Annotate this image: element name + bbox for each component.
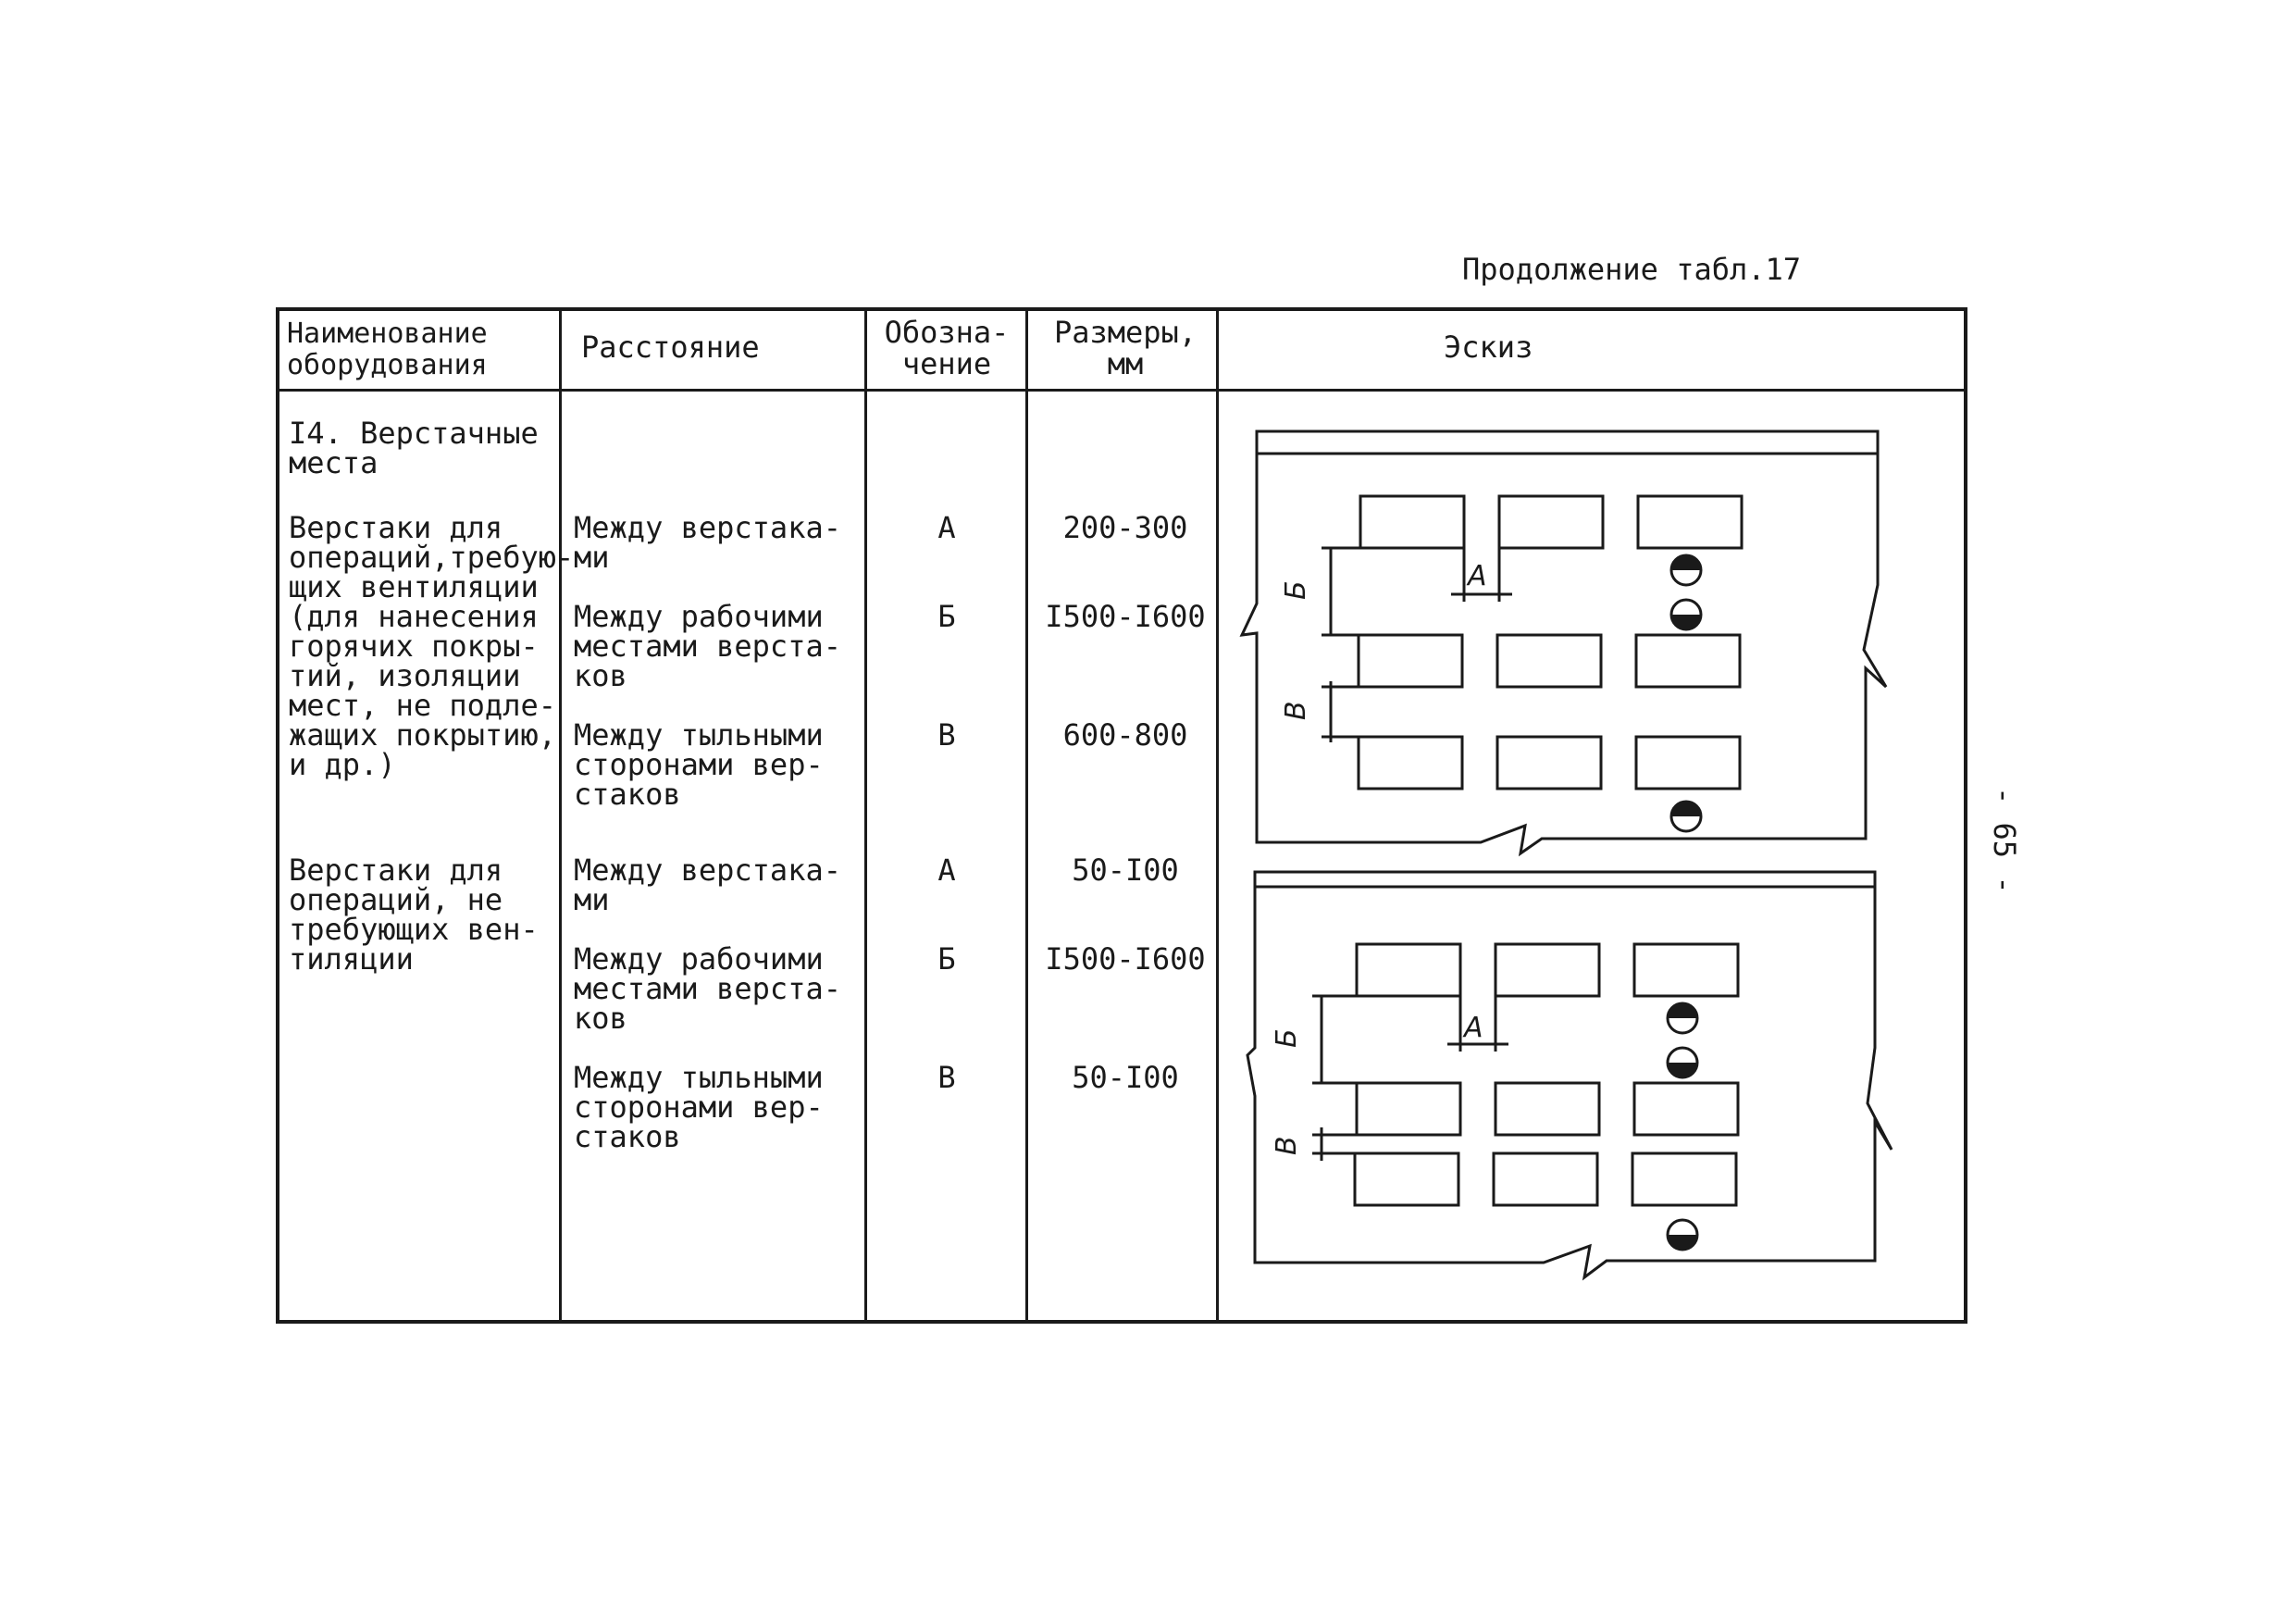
distance-cell: Между рабочими местами верста- ков	[574, 599, 841, 693]
workbench	[1634, 944, 1738, 996]
workbench	[1357, 944, 1460, 996]
group-name: Верстаки для операций, не требующих вен- тиляции	[289, 853, 539, 977]
size-cell: 600-800	[1062, 717, 1188, 753]
workbench	[1496, 1083, 1599, 1135]
room-wall-top	[1255, 872, 1875, 887]
sketch-label-b: Б	[1280, 580, 1312, 600]
distance-cell: Между верстака- ми	[574, 853, 841, 917]
data-table	[276, 307, 1967, 1324]
workbench	[1496, 944, 1599, 996]
sketch-label-b: Б	[1271, 1028, 1303, 1048]
designation-cell: В	[937, 1060, 956, 1095]
workbench	[1359, 635, 1462, 687]
workbench	[1497, 737, 1601, 789]
section-title: I4. Верстачные места	[289, 416, 539, 480]
header-sketch: Эскиз	[1444, 330, 1533, 365]
workbench	[1497, 635, 1601, 687]
designation-cell: А	[937, 510, 956, 545]
designation-cell: Б	[937, 941, 956, 977]
size-cell: 50-I00	[1072, 853, 1179, 888]
header-designation: Обозна- чение	[884, 315, 1010, 381]
distance-cell: Между тыльными сторонами вер- стаков	[574, 717, 824, 812]
header-dimensions: Размеры, мм	[1053, 315, 1198, 381]
sketch-label-a: А	[1464, 1012, 1483, 1044]
designation-cell: В	[937, 717, 956, 753]
room-wall	[1242, 454, 1886, 853]
size-cell: I500-I600	[1045, 599, 1206, 634]
size-cell: 50-I00	[1072, 1060, 1179, 1095]
sketch-label-v: В	[1271, 1136, 1303, 1155]
workbench	[1636, 737, 1740, 789]
workbench	[1494, 1153, 1597, 1205]
workbench	[1636, 635, 1740, 687]
workbench	[1638, 496, 1742, 548]
workbench	[1359, 737, 1462, 789]
table-caption: Продолжение табл.17	[1462, 252, 1802, 287]
designation-cell: Б	[937, 599, 956, 634]
workbench	[1355, 1153, 1458, 1205]
workbench	[1360, 496, 1464, 548]
header-name: Наименование оборудования	[287, 317, 488, 381]
workbench	[1632, 1153, 1736, 1205]
group-name: Верстаки для операций,требую- щих вентиляции (для нанесения горячих покры- тий, изоляции мест, не подле- жащих покрытию, и др.)	[289, 510, 575, 782]
designation-cell: А	[937, 853, 956, 888]
workbench	[1357, 1083, 1460, 1135]
sketch-drawing	[276, 307, 1967, 1324]
sketch-label-v: В	[1280, 701, 1312, 720]
sketch-label-a: А	[1468, 560, 1487, 592]
distance-cell: Между верстака- ми	[574, 510, 841, 575]
workbench	[1499, 496, 1603, 548]
workbench	[1634, 1083, 1738, 1135]
room-wall-top	[1257, 431, 1878, 454]
distance-cell: Между тыльными сторонами вер- стаков	[574, 1060, 824, 1154]
size-cell: I500-I600	[1045, 941, 1206, 977]
header-distance: Расстояние	[581, 330, 760, 365]
distance-cell: Между рабочими местами верста- ков	[574, 941, 841, 1036]
page-number: - 65 -	[1987, 787, 2022, 894]
size-cell: 200-300	[1062, 510, 1188, 545]
